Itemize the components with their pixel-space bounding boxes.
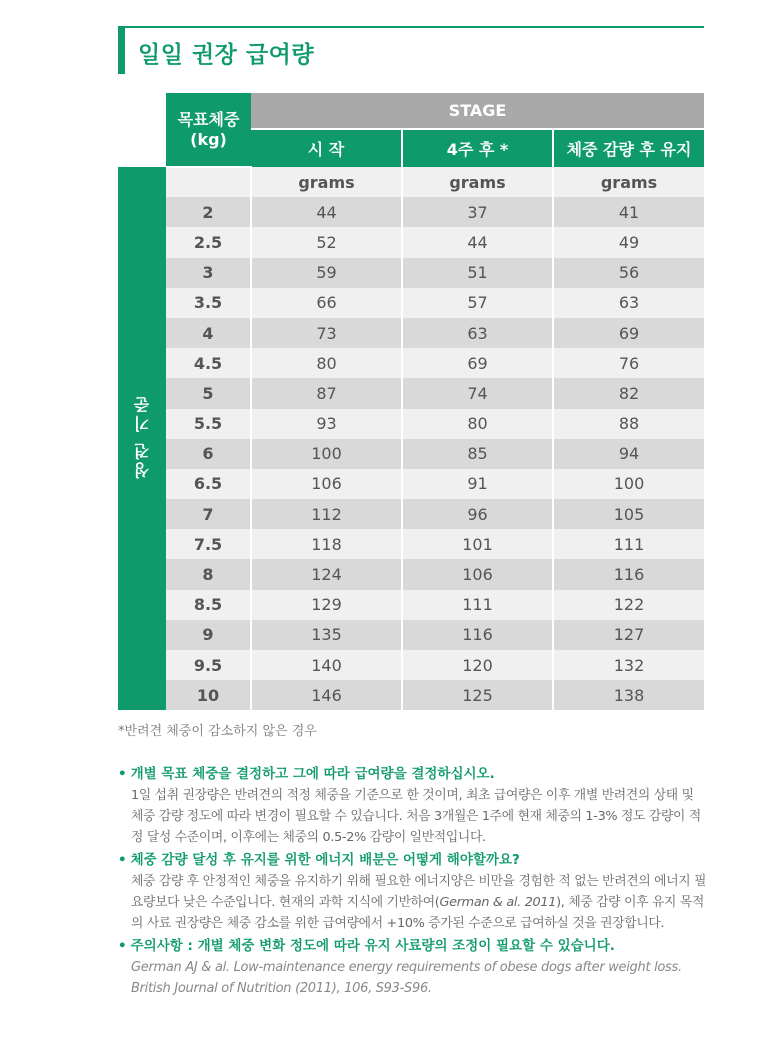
weight-cell: 7 [166,499,251,529]
table-row [118,680,704,710]
units-weight-cell [166,167,251,197]
grams-cell: 80 [402,409,553,439]
units-cell: grams [553,167,704,197]
grams-cell: 56 [553,258,704,288]
weight-cell: 9.5 [166,650,251,680]
grams-cell: 100 [553,469,704,499]
stage-column-maintenance: 체중 감량 후 유지 [553,129,704,167]
note-reference: German & al. 2011 [439,895,557,910]
units-cell: grams [402,167,553,197]
weight-cell: 3 [166,258,251,288]
table-row [118,318,704,348]
grams-cell: 132 [553,650,704,680]
grams-cell: 52 [251,227,402,257]
grams-cell: 59 [251,258,402,288]
grams-cell: 63 [402,318,553,348]
grams-cell: 112 [251,499,402,529]
grams-cell: 94 [553,439,704,469]
note-item [118,936,708,999]
grams-cell: 129 [251,590,402,620]
grams-cell: 91 [402,469,553,499]
side-label: 성견 기준 [132,394,152,479]
title-bar [118,22,704,76]
grams-cell: 82 [553,378,704,408]
grams-cell: 124 [251,559,402,589]
units-cell: grams [251,167,402,197]
weight-cell: 5 [166,378,251,408]
note-body [118,871,708,934]
weight-cell: 4.5 [166,348,251,378]
table-row [118,227,704,257]
grams-cell: 69 [402,348,553,378]
weight-cell: 7.5 [166,529,251,559]
grams-cell: 51 [402,258,553,288]
grams-cell: 138 [553,680,704,710]
table-row [118,650,704,680]
table-row [118,258,704,288]
table-row [118,439,704,469]
note-body-text: ), 체중 감량 이후 유지 목적의 사료 권장량은 체중 감소를 위한 급여량에서 +10% 증가된 수준으로 급여하실 것을 권장합니다. [131,895,705,931]
footnote: *반려견 체중이 감소하지 않은 경우 [118,724,317,739]
grams-cell: 106 [251,469,402,499]
grams-cell: 73 [251,318,402,348]
note-heading [118,764,708,785]
weight-header [166,93,251,167]
bullet-icon: • [118,938,127,954]
note-heading-text: 주의사항 : 개별 체중 변화 정도에 따라 유지 사료량의 조정이 필요할 수 있습니다. [130,938,615,954]
notes-section [118,764,708,1001]
weight-cell: 8 [166,559,251,589]
table-row [118,559,704,589]
grams-cell: 85 [402,439,553,469]
weight-cell: 2.5 [166,227,251,257]
feeding-table [118,93,704,710]
note-item [118,764,708,848]
weight-cell: 10 [166,680,251,710]
weight-cell: 6.5 [166,469,251,499]
table-row [118,197,704,227]
table-row [118,378,704,408]
grams-cell: 57 [402,288,553,318]
note-heading [118,850,708,871]
weight-cell: 4 [166,318,251,348]
note-body: 1일 섭취 권장량은 반려견의 적정 체중을 기준으로 한 것이며, 최초 급여량은 이후 개별 반려견의 상태 및 체중 감량 정도에 따라 변경이 필요할 수 있습니다. 처음 3개월은 1주에 현재 체중의 1-3% 정도 감량이 적정 달성 수준이며, 이후에는 체중의 0.5-2% 감량이 일반적입니다. [131,788,701,845]
note-item [118,850,708,934]
weight-cell: 8.5 [166,590,251,620]
grams-cell: 41 [553,197,704,227]
citation: German AJ & al. Low-maintenance energy requirements of obese dogs after weight loss. British Journal of Nutrition (2011), 106, S93-S96. [131,960,682,996]
grams-cell: 111 [553,529,704,559]
grams-cell: 100 [251,439,402,469]
table-corner-lower [118,129,166,167]
grams-cell: 44 [251,197,402,227]
title-rule [118,26,704,28]
grams-cell: 127 [553,620,704,650]
weight-cell: 2 [166,197,251,227]
grams-cell: 106 [402,559,553,589]
grams-cell: 63 [553,288,704,318]
grams-cell: 37 [402,197,553,227]
grams-cell: 69 [553,318,704,348]
note-heading-text: 체중 감량 달성 후 유지를 위한 에너지 배분은 어떻게 해야할까요? [130,852,520,868]
bullet-icon: • [118,766,127,782]
stage-header: STAGE [251,93,704,129]
grams-cell: 88 [553,409,704,439]
note-body-text: 체중 감량 후 안정적인 체중을 유지하기 위해 필요한 에너지양은 비만을 경험한 적 없는 반려견의 에너지 필요량보다 낮은 수준입니다. 현재의 과학 지식에 기반하여( [131,874,707,910]
stage-column-4weeks: 4주 후 * [402,129,553,167]
grams-cell: 93 [251,409,402,439]
grams-cell: 122 [553,590,704,620]
table-row [118,620,704,650]
grams-cell: 125 [402,680,553,710]
grams-cell: 118 [251,529,402,559]
grams-cell: 74 [402,378,553,408]
note-heading [118,936,708,957]
grams-cell: 116 [553,559,704,589]
weight-cell: 5.5 [166,409,251,439]
table-row [118,529,704,559]
stage-column-start: 시 작 [251,129,402,167]
note-heading-text: 개별 목표 체중을 결정하고 그에 따라 급여량을 결정하십시오. [130,766,495,782]
table-row [118,288,704,318]
table-row [118,469,704,499]
side-label-cell [118,167,166,710]
page-title: 일일 권장 급여량 [138,42,315,68]
bullet-icon: • [118,852,127,868]
weight-cell: 3.5 [166,288,251,318]
weight-cell: 9 [166,620,251,650]
grams-cell: 135 [251,620,402,650]
grams-cell: 87 [251,378,402,408]
grams-cell: 140 [251,650,402,680]
grams-cell: 120 [402,650,553,680]
grams-cell: 80 [251,348,402,378]
grams-cell: 96 [402,499,553,529]
grams-cell: 105 [553,499,704,529]
table-row [118,499,704,529]
grams-cell: 146 [251,680,402,710]
grams-cell: 44 [402,227,553,257]
grams-cell: 66 [251,288,402,318]
grams-cell: 76 [553,348,704,378]
grams-cell: 116 [402,620,553,650]
table-corner [118,93,166,129]
weight-cell: 6 [166,439,251,469]
weight-header-label: 목표체중 [177,109,240,129]
weight-header-unit: (kg) [190,129,227,149]
grams-cell: 111 [402,590,553,620]
table-row [118,590,704,620]
grams-cell: 49 [553,227,704,257]
table-row [118,409,704,439]
title-accent-bar [118,28,125,74]
grams-cell: 101 [402,529,553,559]
table-row [118,348,704,378]
